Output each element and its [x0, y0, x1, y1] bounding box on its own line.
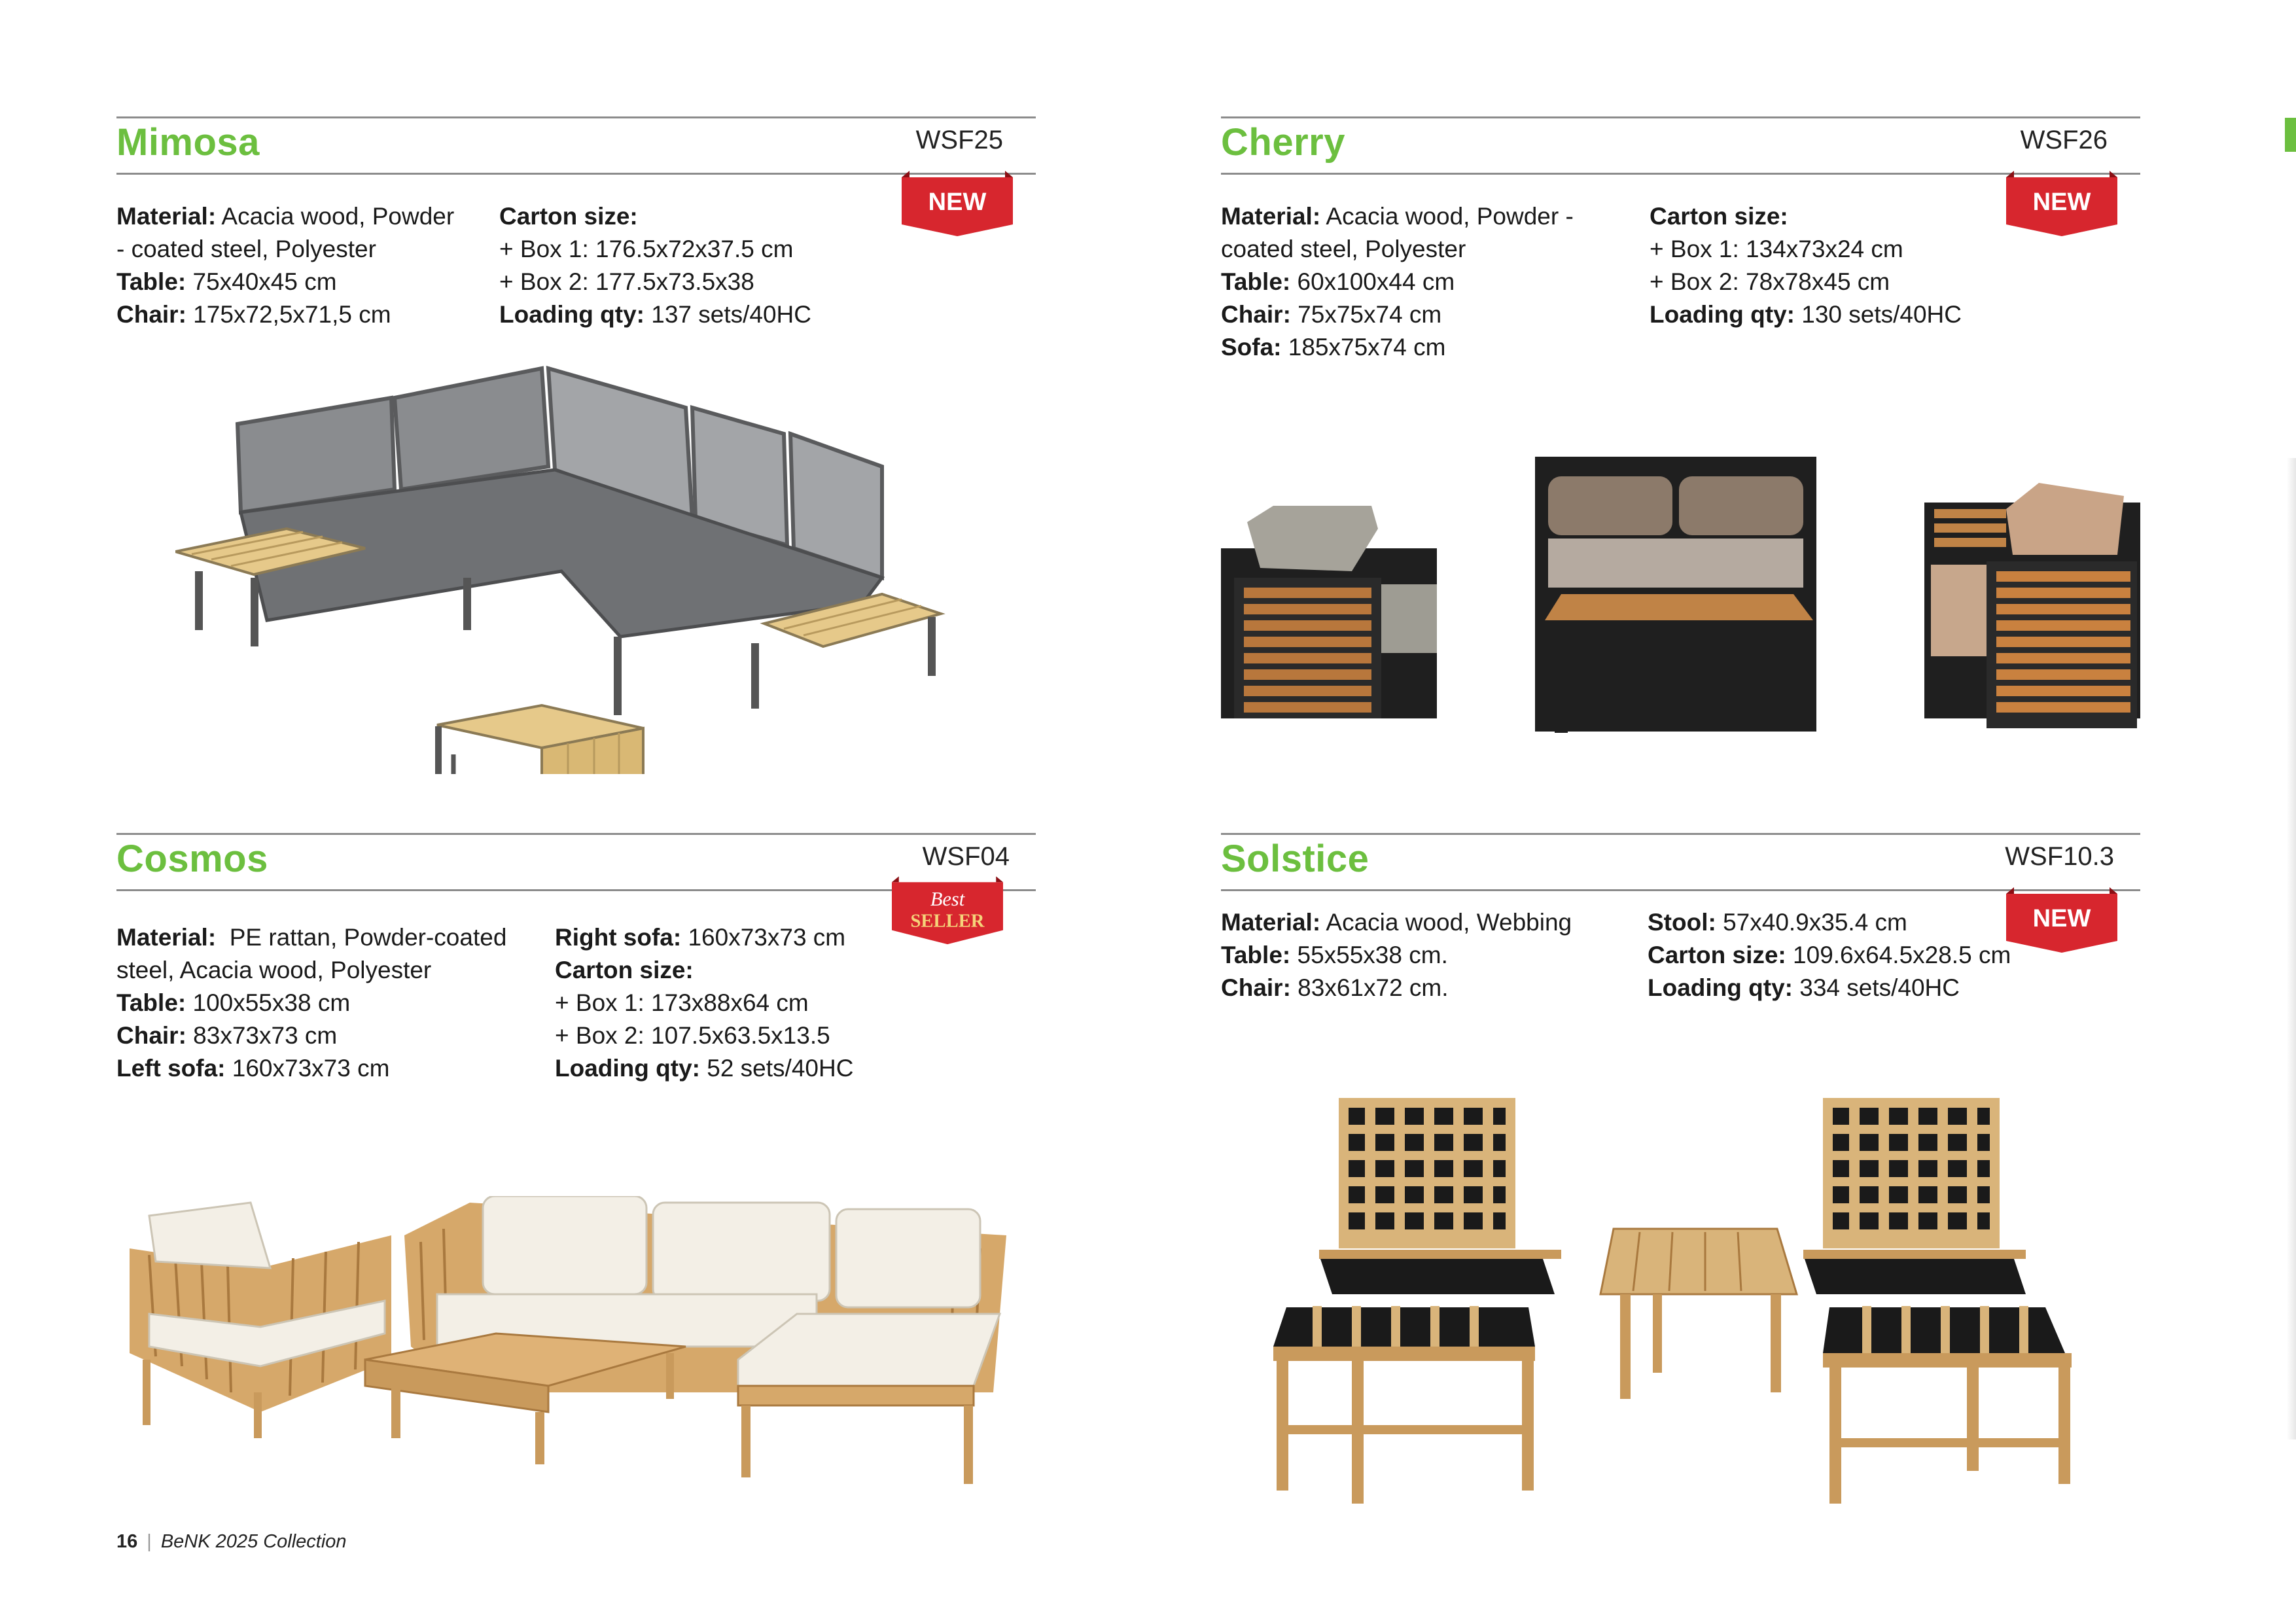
- product-mimosa: [116, 116, 1036, 803]
- spec-line: + Box 2: 78x78x45 cm: [1650, 268, 1890, 295]
- spec-line: + Box 1: 176.5x72x37.5 cm: [499, 236, 794, 262]
- spec-line: Table: 75x40x45 cm: [116, 268, 337, 295]
- section-rule: [1221, 833, 2140, 835]
- spec-column-right: [499, 200, 811, 331]
- spec-line: Table: 100x55x38 cm: [116, 989, 351, 1016]
- section-rule: [116, 116, 1036, 118]
- new-badge: [2006, 887, 2117, 956]
- spec-line: steel, Acacia wood, Polyester: [116, 957, 432, 983]
- product-name: Solstice: [1221, 838, 1369, 880]
- spec-line: Material: PE rattan, Powder-coated: [116, 924, 507, 951]
- spec-line: + Box 2: 177.5x73.5x38: [499, 268, 754, 295]
- spec-column-left: [1221, 906, 1572, 1004]
- product-image-mimosa: [175, 362, 947, 774]
- product-image-solstice: [1273, 1098, 2085, 1504]
- spec-line: Loading qty: 137 sets/40HC: [499, 301, 811, 328]
- page-edge-tab: [2285, 118, 2296, 152]
- page-number: 16: [116, 1531, 138, 1552]
- spec-column-right: [1648, 906, 2011, 1004]
- spec-line: Chair: 83x61x72 cm.: [1221, 974, 1449, 1001]
- product-name: Cherry: [1221, 121, 1345, 164]
- product-cosmos: [116, 833, 1036, 1520]
- page-footer: [116, 1531, 347, 1553]
- spec-line: Stool: 57x40.9x35.4 cm: [1648, 909, 1907, 936]
- spec-line: Carton size:: [1650, 203, 1788, 230]
- spec-line: Chair: 75x75x74 cm: [1221, 301, 1442, 328]
- product-cherry: [1221, 116, 2140, 803]
- spec-line: Loading qty: 334 sets/40HC: [1648, 974, 1960, 1001]
- badge-label: NEW: [2032, 905, 2091, 932]
- spec-line: Material: Acacia wood, Webbing: [1221, 909, 1572, 936]
- spec-line: Table: 55x55x38 cm.: [1221, 942, 1448, 968]
- spec-column-left: [116, 200, 454, 331]
- spec-line: Sofa: 185x75x74 cm: [1221, 334, 1446, 361]
- spec-line: Carton size:: [499, 203, 638, 230]
- product-code: WSF26: [2020, 126, 2108, 154]
- product-code: WSF25: [915, 126, 1003, 154]
- spec-line: + Box 2: 107.5x63.5x13.5: [555, 1022, 830, 1049]
- product-code: WSF10.3: [2005, 842, 2114, 871]
- badge-label-top: Best: [930, 888, 965, 911]
- spec-line: Right sofa: 160x73x73 cm: [555, 924, 846, 951]
- section-rule: [1221, 173, 2140, 175]
- product-code: WSF04: [922, 842, 1010, 871]
- product-solstice: [1221, 833, 2140, 1520]
- spec-line: Loading qty: 130 sets/40HC: [1650, 301, 1962, 328]
- spec-line: + Box 1: 134x73x24 cm: [1650, 236, 1903, 262]
- spec-column-left: [116, 921, 506, 1085]
- footer-separator: |: [147, 1531, 152, 1552]
- section-rule: [1221, 889, 2140, 891]
- spec-line: Material: Acacia wood, Powder -: [1221, 203, 1574, 230]
- spec-column-right: [1650, 200, 1962, 331]
- badge-label: NEW: [2032, 188, 2091, 216]
- product-image-cosmos: [130, 1196, 1026, 1517]
- new-badge: [902, 171, 1013, 239]
- spec-column-right: [555, 921, 853, 1085]
- product-image-cherry: [1221, 457, 2140, 745]
- spec-line: Material: Acacia wood, Powder: [116, 203, 455, 230]
- product-name: Cosmos: [116, 838, 268, 880]
- spec-line: Chair: 83x73x73 cm: [116, 1022, 338, 1049]
- spec-line: Carton size:: [555, 957, 694, 983]
- product-name: Mimosa: [116, 121, 260, 164]
- section-rule: [116, 833, 1036, 835]
- badge-label-bottom: SELLER: [910, 910, 985, 932]
- spec-line: - coated steel, Polyester: [116, 236, 376, 262]
- spec-line: coated steel, Polyester: [1221, 236, 1466, 262]
- spec-line: Table: 60x100x44 cm: [1221, 268, 1455, 295]
- best-seller-badge: [892, 872, 1003, 951]
- spec-line: Chair: 175x72,5x71,5 cm: [116, 301, 391, 328]
- new-badge: [2006, 171, 2117, 239]
- spec-line: + Box 1: 173x88x64 cm: [555, 989, 809, 1016]
- spec-line: Loading qty: 52 sets/40HC: [555, 1055, 854, 1082]
- section-rule: [116, 173, 1036, 175]
- badge-label: NEW: [928, 188, 987, 216]
- section-rule: [1221, 116, 2140, 118]
- page-edge-shadow: [2287, 458, 2296, 1439]
- spec-column-left: [1221, 200, 1574, 364]
- spec-line: Carton size: 109.6x64.5x28.5 cm: [1648, 942, 2011, 968]
- spec-line: Left sofa: 160x73x73 cm: [116, 1055, 390, 1082]
- collection-name: BeNK 2025 Collection: [160, 1531, 347, 1552]
